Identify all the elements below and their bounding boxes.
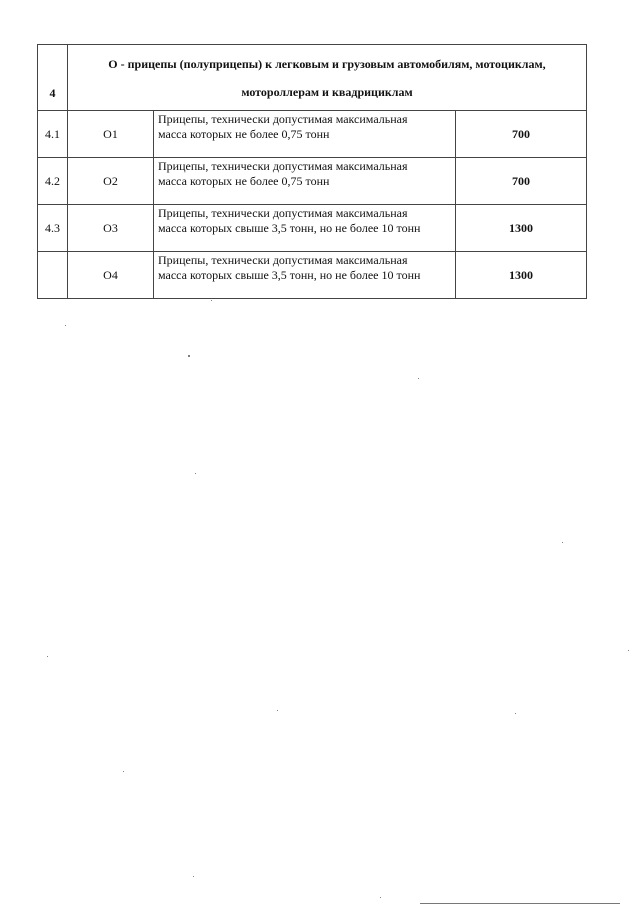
amount-value: 1300 [456, 252, 587, 299]
amount-value: 1300 [456, 205, 587, 252]
tariff-table [37, 44, 587, 299]
scan-speck [277, 710, 278, 711]
row-number: 4.1 [38, 111, 68, 158]
description-line1: Прицепы, технически допустимая максимальная [158, 159, 408, 173]
table-row [38, 252, 587, 299]
category-description [154, 111, 456, 158]
section-title-line1: О - прицепы (полуприцепы) к легковым и грузовым автомобилям, мотоциклам, [108, 56, 546, 71]
description-line2: масса которых не более 0,75 тонн [158, 127, 330, 141]
amount-value: 700 [456, 111, 587, 158]
scan-speck [562, 542, 563, 543]
description-line1: Прицепы, технически допустимая максимальная [158, 253, 408, 267]
scan-speck [65, 325, 66, 326]
table-row [38, 158, 587, 205]
section-number: 4 [38, 45, 68, 111]
scan-speck [193, 876, 194, 877]
scan-speck [195, 473, 196, 474]
amount-value: 700 [456, 158, 587, 205]
scan-speck [123, 771, 124, 772]
section-title-line2: мотороллерам и квадрициклам [241, 84, 413, 99]
category-code: О3 [68, 205, 154, 252]
category-description [154, 158, 456, 205]
category-description [154, 252, 456, 299]
scan-speck [380, 897, 381, 898]
table-row [38, 205, 587, 252]
description-line2: масса которых свыше 3,5 тонн, но не более 10 тонн [158, 221, 421, 235]
scan-speck [47, 656, 48, 657]
description-line1: Прицепы, технически допустимая максимальная [158, 112, 408, 126]
scan-edge-line [420, 903, 620, 904]
scan-speck [628, 650, 629, 651]
category-code: О2 [68, 158, 154, 205]
table-row [38, 111, 587, 158]
description-line2: масса которых свыше 3,5 тонн, но не более 10 тонн [158, 268, 421, 282]
row-number: 4.2 [38, 158, 68, 205]
scan-speck [188, 355, 190, 357]
row-number: 4.3 [38, 205, 68, 252]
description-line1: Прицепы, технически допустимая максимальная [158, 206, 408, 220]
category-description [154, 205, 456, 252]
row-number [38, 252, 68, 299]
category-code: О1 [68, 111, 154, 158]
description-line2: масса которых не более 0,75 тонн [158, 174, 330, 188]
scan-speck [418, 378, 419, 379]
section-title [68, 45, 587, 111]
scan-speck [515, 713, 516, 714]
category-code: О4 [68, 252, 154, 299]
scan-speck [211, 300, 212, 301]
table-header-row [38, 45, 587, 111]
